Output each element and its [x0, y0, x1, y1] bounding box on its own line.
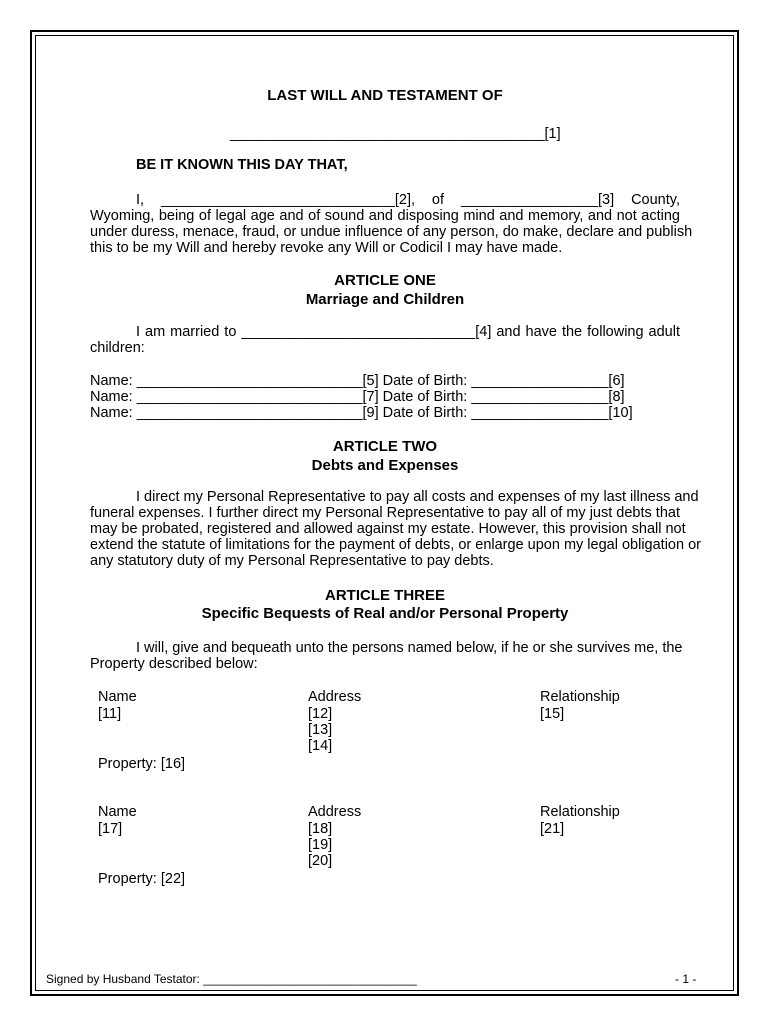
- bequest-property: Property: [22]: [98, 871, 186, 887]
- married-word-8: following: [587, 324, 644, 340]
- child-row: Name: ____________________________[5] Date of Birth: _________________[6]: [90, 373, 625, 389]
- debts-line-4: extend the statute of limitations for the payment of debts, or enlarge upon my legal obligation or: [90, 537, 701, 553]
- bequest-address-1: [18]: [308, 821, 333, 837]
- article-three-subheading: Specific Bequests of Real and/or Personal Property: [201, 605, 569, 622]
- child-row: Name: ____________________________[7] Date of Birth: _________________[8]: [90, 389, 625, 405]
- article-three-heading: ARTICLE THREE: [325, 587, 445, 604]
- article-one-heading: ARTICLE ONE: [334, 272, 436, 289]
- testator-name-field: _______________________________________[1]: [230, 126, 561, 142]
- married-word-3: married: [170, 324, 220, 340]
- spouse-name-field: _____________________________[4]: [241, 324, 492, 340]
- bequest-address-2: [19]: [308, 837, 333, 853]
- intro-county-word: County,: [631, 192, 680, 208]
- bequest-name-label: Name: [98, 804, 137, 820]
- debts-line-1: I direct my Personal Representative to pay all costs and expenses of my last illness and: [136, 489, 699, 505]
- bequest-name-value: [17]: [98, 821, 123, 837]
- married-word-5: and: [496, 324, 521, 340]
- debts-line-2: funeral expenses. I further direct my Personal Representative to pay all of my just debts that: [90, 505, 680, 521]
- footer-signature-line: Signed by Husband Testator: ________________________________: [46, 972, 417, 986]
- intro-name-field: _____________________________[2],: [160, 192, 415, 208]
- bequest-relationship-label: Relationship: [540, 804, 620, 820]
- married-word-2: am: [145, 324, 166, 340]
- bequest-relationship-label: Relationship: [540, 689, 620, 705]
- intro-line-3: under duress, menace, fraud, or undue influence of any person, do make, declare and publish: [90, 224, 693, 240]
- married-word-4: to: [224, 324, 237, 340]
- article-two-subheading: Debts and Expenses: [311, 457, 459, 474]
- bequest-relationship-value: [21]: [540, 821, 565, 837]
- bequest-property: Property: [16]: [98, 756, 186, 772]
- bequest-relationship-value: [15]: [540, 706, 565, 722]
- married-word-1: I: [136, 324, 141, 340]
- bequest-intro-line-2: Property described below:: [90, 656, 258, 672]
- debts-line-3: may be probated, registered and allowed against my estate. However, this provision shall not: [90, 521, 686, 537]
- bequest-address-label: Address: [308, 689, 362, 705]
- bequest-address-1: [12]: [308, 706, 333, 722]
- intro-of: of: [431, 192, 445, 208]
- married-word-6: have: [525, 324, 557, 340]
- intro-line-1: [90, 192, 680, 208]
- child-row: Name: ____________________________[9] Date of Birth: _________________[10]: [90, 405, 633, 421]
- article-two-heading: ARTICLE TWO: [332, 438, 438, 455]
- bequest-address-3: [14]: [308, 738, 333, 754]
- intro-line-4: this to be my Will and hereby revoke any Will or Codicil I may have made.: [90, 240, 563, 256]
- bequest-name-label: Name: [98, 689, 137, 705]
- known-statement: BE IT KNOWN THIS DAY THAT,: [136, 157, 348, 173]
- married-word-9: adult: [648, 324, 680, 340]
- debts-line-5: any statutory duty of my Personal Representative to pay debts.: [90, 553, 494, 569]
- article-one-subheading: Marriage and Children: [305, 291, 465, 308]
- bequest-intro-line-1: I will, give and bequeath unto the persons named below, if he or she survives me, the: [136, 640, 683, 656]
- bequest-address-3: [20]: [308, 853, 333, 869]
- married-line: [90, 324, 680, 340]
- married-word-7: the: [561, 324, 583, 340]
- document-title: LAST WILL AND TESTAMENT OF: [267, 87, 503, 104]
- bequest-address-label: Address: [308, 804, 362, 820]
- bequest-address-2: [13]: [308, 722, 333, 738]
- intro-line-2: Wyoming, being of legal age and of sound and disposing mind and memory, and not acting: [90, 208, 680, 224]
- bequest-name-value: [11]: [98, 706, 122, 722]
- footer-page-number: - 1 -: [675, 972, 697, 986]
- intro-i: I,: [136, 192, 145, 208]
- children-label: children:: [90, 340, 145, 356]
- intro-county-field: _________________[3]: [460, 192, 615, 208]
